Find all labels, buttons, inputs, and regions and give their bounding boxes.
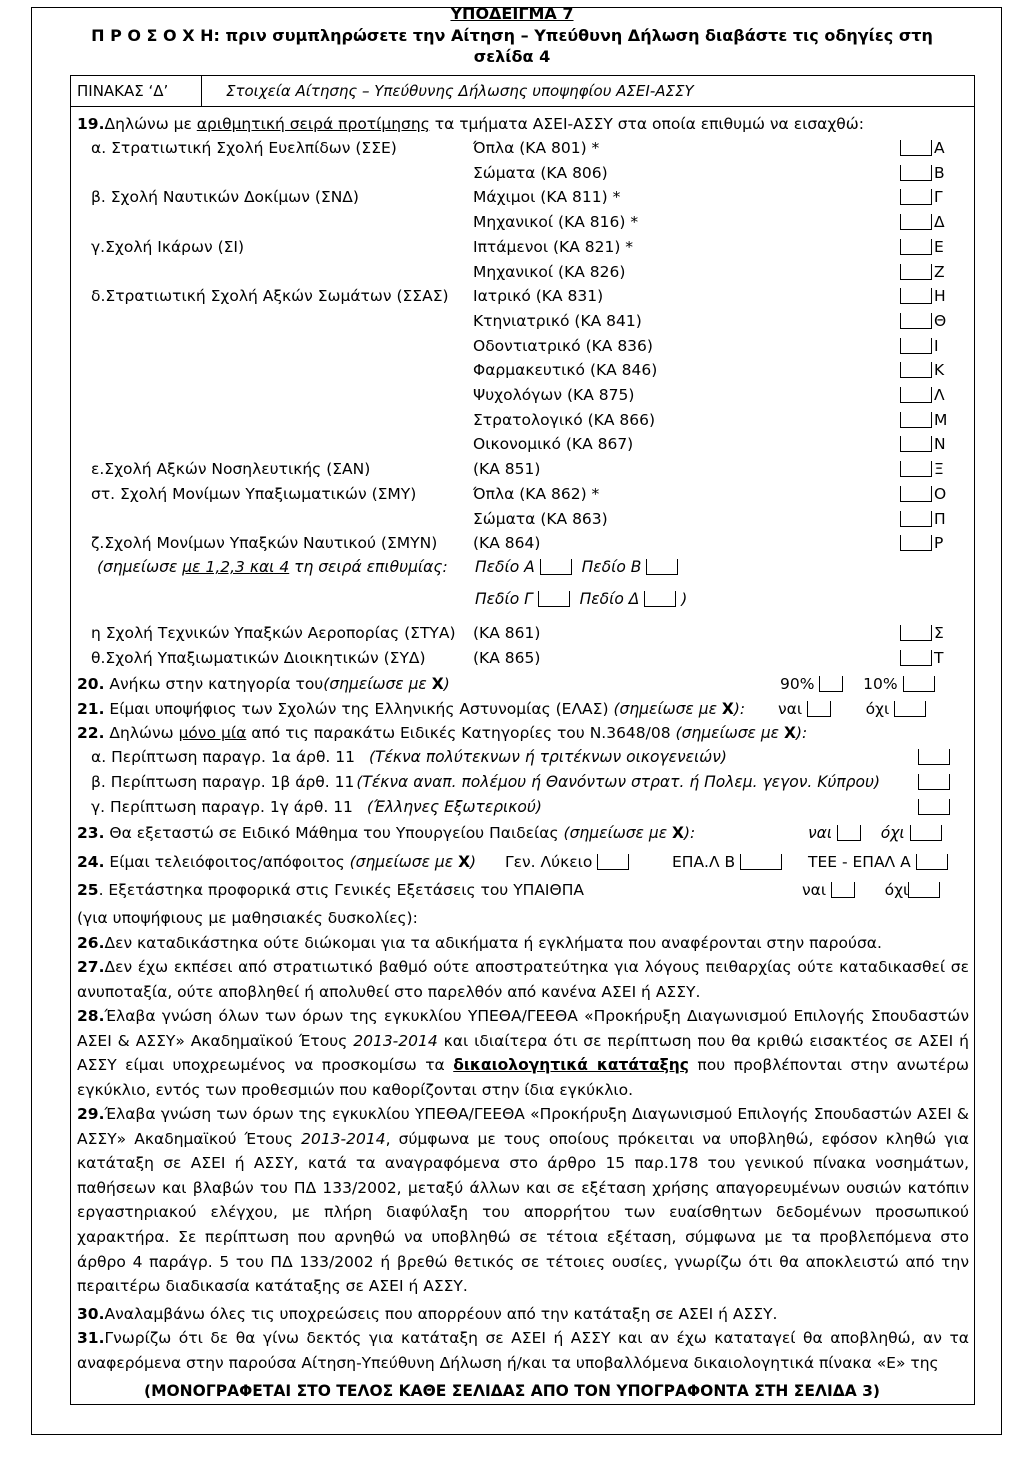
special-category-input-box[interactable] xyxy=(918,749,950,765)
preference-box[interactable] xyxy=(900,311,946,331)
q21 xyxy=(77,699,745,719)
special-category-item xyxy=(91,772,880,792)
q19-post: τα τμήματα ΑΣΕΙ-ΑΣΣΥ στα οποία επιθυμώ να εισαχθώ: xyxy=(429,115,864,133)
q20-number: 20. xyxy=(77,675,105,693)
q29 xyxy=(77,1102,969,1299)
special-category-input-box[interactable] xyxy=(918,799,950,815)
field-d-label: Πεδίο Δ xyxy=(579,590,640,608)
special-category-label: γ. Περίπτωση παραγρ. 1γ άρθ. 11 xyxy=(91,798,353,816)
department-name: Μηχανικοί (ΚΑ 816) * xyxy=(473,213,639,232)
q28-text-a: Έλαβα γνώση όλων των όρων της εγκυκλίου ΥΠΕΘΑ/ΓΕΕΘΑ «Προκήρυξη Διαγωνισμού Επιλογής Σπουδαστών ΑΣΕΙ & ΑΣΣΥ» Ακαδημαϊκού Έτους xyxy=(77,1007,969,1050)
school-name: θ.Σχολή Υπαξιωματικών Διοικητικών (ΣΥΔ) xyxy=(91,649,426,667)
preference-box[interactable] xyxy=(900,533,943,553)
preference-input-box[interactable] xyxy=(900,436,932,452)
table-header-divider xyxy=(201,76,202,106)
q23-text: Θα εξεταστώ σε Ειδικό Μάθημα του Υπουργείου Παιδείας xyxy=(109,824,564,842)
preference-box[interactable] xyxy=(900,648,943,668)
q23-x: Χ xyxy=(672,824,684,842)
q24-opt2-label: ΕΠΑ.Λ Β xyxy=(672,853,736,871)
q26-number: 26. xyxy=(77,934,105,952)
q27-number: 27. xyxy=(77,958,105,976)
preference-input-box[interactable] xyxy=(900,264,932,280)
preference-input-box[interactable] xyxy=(900,625,932,641)
preference-input-box[interactable] xyxy=(900,535,932,551)
preference-input-box[interactable] xyxy=(900,239,932,255)
special-category-box[interactable] xyxy=(918,772,950,792)
field-a-label: Πεδίο Α xyxy=(475,558,535,576)
preference-input-box[interactable] xyxy=(900,650,932,666)
q25-yes-label: ναι xyxy=(802,881,827,899)
q19-note-underlined: με 1,2,3 και 4 xyxy=(182,558,290,576)
special-category-desc: (Τέκνα πολύτεκνων ή τριτέκνων οικογενειών) xyxy=(369,748,727,766)
q24-note: (σημείωσε με xyxy=(349,853,459,871)
q28 xyxy=(77,1004,969,1102)
q30 xyxy=(77,1304,777,1324)
department-name: Σώματα (ΚΑ 863) xyxy=(473,509,608,528)
preference-box[interactable] xyxy=(900,286,946,306)
department-name: Οικονομικό (ΚΑ 867) xyxy=(473,435,634,454)
q22-number: 22. xyxy=(77,724,105,742)
q31 xyxy=(77,1326,969,1375)
q25-no-label: όχι xyxy=(884,881,909,899)
preference-box[interactable] xyxy=(900,360,944,380)
preference-letter: Τ xyxy=(934,649,944,667)
q21-close: ): xyxy=(733,700,746,718)
sample-title: ΥΠΟΔΕΙΓΜΑ 7 xyxy=(450,4,574,23)
preference-letter: Θ xyxy=(934,311,947,330)
q22-note: (σημείωσε με xyxy=(675,724,784,742)
q20 xyxy=(77,674,450,694)
q23-yes-box[interactable] xyxy=(837,825,861,841)
preference-input-box[interactable] xyxy=(900,313,932,329)
q22-x: Χ xyxy=(784,724,796,742)
department-name: Ιπτάμενοι (ΚΑ 821) * xyxy=(473,237,634,256)
footer-note: (ΜΟΝΟΓΡΑΦΕΤΑΙ ΣΤΟ ΤΕΛΟΣ ΚΑΘΕ ΣΕΛΙΔΑΣ ΑΠΟ ΤΟΝ ΥΠΟΓΡΑΦΟΝΤΑ ΣΤΗ ΣΕΛΙΔΑ 3) xyxy=(144,1382,880,1400)
q25-yes-box[interactable] xyxy=(831,882,855,898)
q28-text-c: που προβλέπονται στην ανωτέρω εγκύκλιο, εντός των προθεσμιών που καθορίζονται στην ίδια εγκύκλιο. xyxy=(77,1056,969,1099)
q22-close: ): xyxy=(795,724,808,742)
q25-number: 25 xyxy=(77,881,99,899)
q31-text: Γνωρίζω ότι δε θα γίνω δεκτός για κατάταξη σε ΑΣΕΙ ή ΑΣΣΥ και αν έχω καταταγεί θα αποβληθώ, αν τα αναφερόμενα στην παρούσα Αίτηση-Υπεύθυνη Δήλωση ή/και τα υποβαλλόμενα δικαιολογητικά πίνακα «Ε» της xyxy=(77,1329,969,1372)
q23-no-box[interactable] xyxy=(910,825,942,841)
q24-x: Χ xyxy=(458,853,471,871)
q25 xyxy=(77,880,584,900)
table-header-row xyxy=(71,76,974,107)
q19-heading xyxy=(77,114,864,134)
preference-letter: Α xyxy=(934,139,945,157)
q26 xyxy=(77,933,882,953)
preference-box[interactable] xyxy=(900,509,946,529)
q26-text: Δεν καταδικάστηκα ούτε διώκομαι για τα αδικήματα ή εγκλήματα που αναφέρονται στην παρούσα. xyxy=(104,934,882,952)
preference-input-box[interactable] xyxy=(900,362,932,378)
preference-box[interactable] xyxy=(900,237,944,257)
preference-input-box[interactable] xyxy=(900,288,932,304)
q22 xyxy=(77,723,807,743)
q23-number: 23. xyxy=(77,824,105,842)
field-c-d-row xyxy=(475,589,687,609)
school-name: ε.Σχολή Αξκών Νοσηλευτικής (ΣΑΝ) xyxy=(91,460,371,479)
preference-input-box[interactable] xyxy=(900,165,932,181)
q31-number: 31. xyxy=(77,1329,105,1347)
preference-input-box[interactable] xyxy=(900,461,932,477)
special-category-desc: (Τέκνα αναπ. πολέμου ή Θανόντων στρατ. ή Πολεμ. γεγον. Κύπρου) xyxy=(356,773,881,791)
preference-input-box[interactable] xyxy=(900,412,932,428)
department-name: (ΚΑ 865) xyxy=(473,649,541,667)
q20-opt1-box[interactable] xyxy=(819,676,843,692)
q21-yes-box[interactable] xyxy=(807,701,831,717)
field-a-box[interactable] xyxy=(540,559,572,575)
q22-underlined: μόνο μία xyxy=(178,724,247,742)
department-name: (ΚΑ 861) xyxy=(473,624,541,642)
preference-box[interactable] xyxy=(900,410,947,430)
q19-underlined: αριθμητική σειρά προτίμησης xyxy=(196,115,430,133)
q28-number: 28. xyxy=(77,1007,105,1025)
q27-text: Δεν έχω εκπέσει από στρατιωτικό βαθμό ούτε αποστρατεύτηκα για λόγους πειθαρχίας ούτε καταδικασθεί σε ανυποταξία, ούτε αποβληθεί ή απολυθεί στο παρελθόν από κανένα ΑΣΕΙ ή ΑΣΣΥ. xyxy=(77,958,969,1001)
q22-pre: Δηλώνω xyxy=(109,724,179,742)
preference-letter: Η xyxy=(934,287,946,306)
field-d-box[interactable] xyxy=(644,591,676,607)
q29-text-b: , σύμφωνα με τους οποίους πρόκειται να υποβληθώ, εφόσον κληθώ για κατάταξη σε ΑΣΕΙ ή ΑΣΣΥ, κατά τα αναγραφόμενα στο άρθρο 15 παρ.178 του γενικού πίνακα νοσημάτων, παθήσεων και βλαβών του ΠΔ 133/2002, μεταξύ άλλων και σε εξέταση χρήσης απαγορευμένων ουσιών κατόπιν εργαστηριακού ελέγχου, με πλήρη διαφύλαξη του απορρήτου των ευαίσθητων δεδομένων προσωπικού χαρακτήρα. Σε περίπτωση που αρνηθώ να υποβληθώ σε τέτοια εξέταση, σύμφωνα με τα προβλεπόμενα στο άρθρο 4 παράγρ. 5 του ΠΔ 133/2002 ή βρεθώ θετικός σε τέτοιες ουσίες, γνωρίζω ότι θα αποκλειστώ από την περαιτέρω διαδικασία κατάταξης σε ΑΣΕΙ ή ΑΣΣΥ. xyxy=(77,1129,969,1296)
school-name: η Σχολή Τεχνικών Υπαξκών Αεροπορίας (ΣΤΥΑ) xyxy=(91,624,456,642)
q28-year: 2013-2014 xyxy=(353,1031,438,1050)
preference-letter: Σ xyxy=(934,624,944,642)
special-category-label: α. Περίπτωση παραγρ. 1α άρθ. 11 xyxy=(91,748,355,766)
q19-note-open: (σημείωσε xyxy=(97,558,183,576)
q24-opt2-box[interactable] xyxy=(740,854,782,870)
preference-input-box[interactable] xyxy=(900,486,932,502)
department-name: (ΚΑ 851) xyxy=(473,460,541,479)
school-name: β. Σχολή Ναυτικών Δοκίμων (ΣΝΔ) xyxy=(91,188,359,207)
department-name: Μάχιμοι (ΚΑ 811) * xyxy=(473,188,621,207)
preference-box[interactable] xyxy=(900,336,939,356)
q24-opt3 xyxy=(808,852,948,872)
q25-line2: (για υποψήφιους με μαθησιακές δυσκολίες): xyxy=(77,909,418,927)
q25-no-box[interactable] xyxy=(908,882,940,898)
department-name: Μηχανικοί (ΚΑ 826) xyxy=(473,262,626,281)
q28-text-b: και ιδιαίτερα ότι σε περίπτωση που θα κριθώ εισακτέος σε ΑΣΕΙ ή ΑΣΣΥ είμαι υποχρεωμένος να προσκομίσω τα xyxy=(77,1031,970,1075)
q24-text: Είμαι τελειόφοιτος/απόφοιτος xyxy=(109,853,350,871)
q20-note: (σημείωσε με xyxy=(323,675,432,693)
department-name: (ΚΑ 864) xyxy=(473,534,541,553)
preference-letter: Κ xyxy=(934,361,945,380)
q19-number: 19. xyxy=(77,115,105,133)
q27 xyxy=(77,955,969,1004)
school-name: στ. Σχολή Μονίμων Υπαξιωματικών (ΣΜΥ) xyxy=(91,484,417,503)
preference-input-box[interactable] xyxy=(900,140,932,156)
preference-box[interactable] xyxy=(900,623,944,643)
q21-text: Είμαι υποψήφιος των Σχολών της Ελληνικής Αστυνομίας (ΕΛΑΣ) xyxy=(109,700,609,718)
q20-x: Χ xyxy=(431,675,444,693)
preference-box[interactable] xyxy=(900,138,945,158)
preference-letter: Ι xyxy=(934,336,939,355)
q19-note-close: τη σειρά επιθυμίας: xyxy=(289,558,448,576)
department-name: Οδοντιατρικό (ΚΑ 836) xyxy=(473,336,653,355)
preference-box[interactable] xyxy=(900,187,943,207)
preference-letter: Ζ xyxy=(934,262,945,281)
q20-opt2-label: 10% xyxy=(863,675,898,693)
field-a-b-row xyxy=(475,557,678,577)
q19-note xyxy=(97,557,448,577)
q21-number: 21. xyxy=(77,700,105,718)
q22-post: από τις παρακάτω Ειδικές Κατηγορίες του Ν.3648/08 xyxy=(246,724,676,742)
school-name: ζ.Σχολή Μονίμων Υπαξκών Ναυτικού (ΣΜΥΝ) xyxy=(91,534,438,553)
table-label: ΠΙΝΑΚΑΣ ‘Δ’ xyxy=(77,82,169,100)
preference-box[interactable] xyxy=(900,385,945,405)
warning-line-2: σελίδα 4 xyxy=(473,47,551,66)
preference-input-box[interactable] xyxy=(900,338,932,354)
q24-close: ) xyxy=(470,853,477,871)
q23-no-label: όχι xyxy=(880,824,905,842)
q24-opt1 xyxy=(505,852,629,872)
special-category-label: β. Περίπτωση παραγρ. 1β άρθ. 11 xyxy=(91,773,355,791)
preference-letter: Γ xyxy=(934,188,943,207)
field-b-box[interactable] xyxy=(646,559,678,575)
preference-letter: Δ xyxy=(934,213,945,232)
q30-number: 30. xyxy=(77,1305,105,1323)
department-name: Σώματα (ΚΑ 806) xyxy=(473,163,608,182)
special-category-box[interactable] xyxy=(918,747,950,767)
q21-options xyxy=(778,699,926,719)
field-b-label: Πεδίο Β xyxy=(581,558,642,576)
special-category-desc: (Έλληνες Εξωτερικού) xyxy=(366,798,542,816)
q20-text: Ανήκω στην κατηγορία του xyxy=(109,675,324,693)
q24-opt2 xyxy=(672,852,782,872)
department-name: Ψυχολόγων (ΚΑ 875) xyxy=(473,386,635,404)
q24-opt1-box[interactable] xyxy=(597,854,629,870)
preference-box[interactable] xyxy=(900,262,945,282)
special-category-item xyxy=(91,747,727,767)
department-name: Στρατολογικό (ΚΑ 866) xyxy=(473,410,655,429)
table-title: Στοιχεία Αίτησης – Υπεύθυνης Δήλωσης υποψηφίου ΑΣΕΙ-ΑΣΣΥ xyxy=(226,82,694,100)
q24-opt1-label: Γεν. Λύκειο xyxy=(505,853,593,871)
q23-note: (σημείωσε με xyxy=(563,824,673,842)
preference-input-box[interactable] xyxy=(900,214,932,230)
school-name: α. Στρατιωτική Σχολή Ευελπίδων (ΣΣΕ) xyxy=(91,139,397,157)
preference-box[interactable] xyxy=(900,163,945,183)
department-name: Όπλα (ΚΑ 862) * xyxy=(473,484,600,503)
q20-close: ) xyxy=(443,675,450,693)
q28-bold: δικαιολογητικά κατάταξης xyxy=(453,1056,689,1075)
field-close-paren: ) xyxy=(681,590,688,608)
preference-input-box[interactable] xyxy=(900,387,932,403)
q29-year: 2013-2014 xyxy=(301,1129,386,1148)
q24-number: 24. xyxy=(77,853,105,871)
preference-letter: Ε xyxy=(934,237,944,256)
q23-options xyxy=(808,823,942,843)
q20-opt1-label: 90% xyxy=(780,675,815,693)
preference-letter: Μ xyxy=(934,410,948,429)
special-category-box[interactable] xyxy=(918,797,950,817)
warning-line-1: Π Ρ Ο Σ Ο Χ Η: πριν συμπληρώσετε την Αίτηση – Υπεύθυνη Δήλωση διαβάστε τις οδηγίες στη xyxy=(91,26,933,45)
preference-box[interactable] xyxy=(900,484,946,504)
preference-letter: Ξ xyxy=(934,460,944,479)
department-name: Φαρμακευτικό (ΚΑ 846) xyxy=(473,361,658,380)
school-name: δ.Στρατιωτική Σχολή Αξκών Σωμάτων (ΣΣΑΣ) xyxy=(91,287,449,306)
preference-box[interactable] xyxy=(900,212,945,232)
preference-letter: Β xyxy=(934,163,945,182)
q23-close: ): xyxy=(683,824,696,842)
q25-options xyxy=(802,880,940,900)
preference-box[interactable] xyxy=(900,434,946,454)
q24-opt3-label: ΤΕΕ - ΕΠΑΛ Α xyxy=(808,853,911,871)
preference-input-box[interactable] xyxy=(900,511,932,527)
q23 xyxy=(77,823,695,843)
school-name: γ.Σχολή Ικάρων (ΣΙ) xyxy=(91,237,245,256)
q29-text-a: Έλαβα γνώση των όρων της εγκυκλίου ΥΠΕΘΑ/ΓΕΕΘΑ «Προκήρυξη Διαγωνισμού Επιλογής Σπουδαστών ΑΣΕΙ & ΑΣΣΥ» Ακαδημαϊκού Έτους xyxy=(77,1105,969,1148)
q23-yes-label: ναι xyxy=(808,824,833,842)
q25-text: . Εξετάστηκα προφορικά στις Γενικές Εξετάσεις του ΥΠΑΙΘΠΑ xyxy=(98,881,584,899)
department-name: Όπλα (ΚΑ 801) * xyxy=(473,139,600,157)
q30-text: Αναλαμβάνω όλες τις υποχρεώσεις που απορρέουν από την κατάταξη σε ΑΣΕΙ ή ΑΣΣΥ. xyxy=(104,1305,778,1323)
preference-box[interactable] xyxy=(900,459,944,479)
q19-pre: Δηλώνω με xyxy=(104,115,197,133)
preference-letter: Ρ xyxy=(934,534,944,553)
department-name: Κτηνιατρικό (ΚΑ 841) xyxy=(473,311,642,330)
field-c-box[interactable] xyxy=(538,591,570,607)
q21-yes-label: ναι xyxy=(778,700,803,718)
q21-no-label: όχι xyxy=(865,700,890,718)
special-category-item xyxy=(91,797,542,817)
preference-letter: Ο xyxy=(934,484,947,503)
special-category-input-box[interactable] xyxy=(918,774,950,790)
q20-options xyxy=(780,674,935,694)
q20-opt2-box[interactable] xyxy=(903,676,935,692)
q21-note: (σημείωσε με xyxy=(613,700,722,718)
q21-x: Χ xyxy=(721,700,734,718)
q21-no-box[interactable] xyxy=(894,701,926,717)
preference-letter: Π xyxy=(934,509,946,528)
field-c-label: Πεδίο Γ xyxy=(475,590,533,608)
q29-number: 29. xyxy=(77,1105,105,1123)
department-name: Ιατρικό (ΚΑ 831) xyxy=(473,287,604,306)
preference-letter: Λ xyxy=(934,386,945,404)
preference-input-box[interactable] xyxy=(900,189,932,205)
q24 xyxy=(77,852,476,872)
q24-opt3-box[interactable] xyxy=(916,854,948,870)
preference-letter: Ν xyxy=(934,435,946,454)
